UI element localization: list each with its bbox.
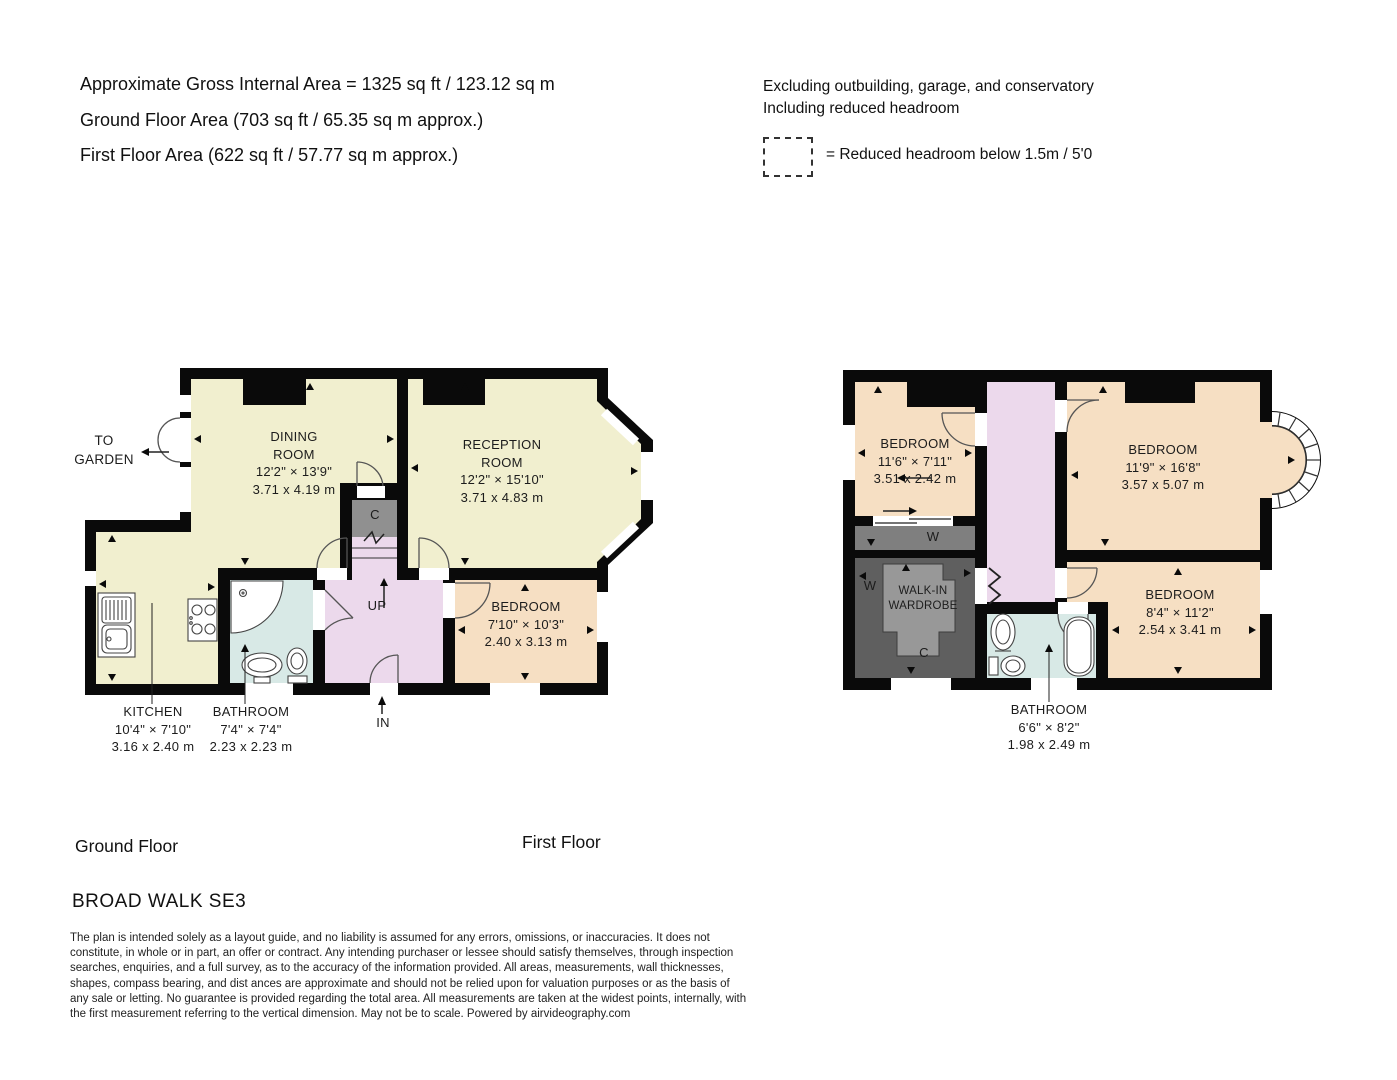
ff-landing-area (987, 382, 1055, 602)
ff-walkin-w-label: W (863, 578, 877, 593)
gf-chimney-dining (243, 379, 306, 405)
ff-chimney-bedroom2 (1125, 382, 1195, 403)
gross-internal-area-line: Approximate Gross Internal Area = 1325 sq ft / 123.12 sq m (80, 74, 555, 94)
reduced-headroom-swatch (763, 137, 813, 177)
room-label-kitchen: KITCHEN 10'4" × 7'10" 3.16 x 2.40 m (111, 704, 195, 754)
room-label-gf-bedroom: BEDROOM 7'10" × 10'3" 2.40 x 3.13 m (484, 599, 568, 649)
property-address: BROAD WALK SE3 (72, 891, 247, 912)
gf-closet-label: C (370, 507, 380, 522)
reduced-headroom-legend: = Reduced headroom below 1.5m / 5'0 (826, 146, 1093, 163)
ff-sink-icon (991, 614, 1015, 651)
first-floor-area-line: First Floor Area (622 sq ft / 57.77 sq m approx.) (80, 145, 459, 165)
ff-wardrobe-strip-label: W (926, 529, 940, 544)
exclusion-note (763, 76, 1094, 120)
toilet-icon (287, 648, 307, 683)
room-label-ff-bathroom: BATHROOM 6'6" × 8'2" 1.98 x 2.49 m (1007, 702, 1091, 752)
first-floor-title: First Floor (522, 832, 601, 852)
walk-in-wardrobe-label: WALK-IN WARDROBE (888, 585, 958, 612)
gf-chimney-reception (423, 379, 485, 405)
up-label: UP (367, 598, 387, 613)
disclaimer-text: The plan is intended solely as a layout guide, and no liability is assumed for any errors, omissions, or inaccuracies. It does not constitute, in whole or in part, an offer or contract. Any intending purchaser or lessee should satisfy themselves, through inspection searches, enquiries, and a full survey, as to the accuracy of the information provided. All areas, measurements, wall thicknesses, shapes, compass bearing, and dist ances are approximate and should not be relied upon for valuation purposes or as the basis of any sale or letting. No guarantee is provided regarding the total area. All measurements are taken at the widest points, internally, with the first measurement referring to the vertical dimension. May not be to scale. Powered by airvideography.com (70, 932, 747, 1021)
ground-floor-area-line: Ground Floor Area (703 sq ft / 65.35 sq m approx.) (80, 110, 484, 130)
room-label-ff-bedroom2: BEDROOM 11'9" × 16'8" 3.57 x 5.07 m (1121, 442, 1205, 492)
ff-wardrobe-strip-area (855, 526, 975, 550)
ground-floor-title: Ground Floor (75, 836, 179, 856)
bathtub-icon (1064, 617, 1094, 676)
room-label-gf-bathroom: BATHROOM 7'4" × 7'4" 2.23 x 2.23 m (209, 704, 293, 754)
hob-icon (188, 599, 217, 641)
kitchen-sink-icon (98, 593, 135, 657)
room-label-ff-bedroom1: BEDROOM 11'6" × 7'11" 3.51 x 2.42 m (873, 436, 957, 486)
room-label-ff-bedroom3: BEDROOM 8'4" × 11'2" 2.54 x 3.41 m (1138, 587, 1222, 637)
ff-chimney-bedroom1 (907, 382, 975, 407)
ff-closet-label: C (919, 645, 929, 660)
in-label: IN (376, 715, 390, 730)
to-garden-label: TO GARDEN (74, 433, 134, 467)
exclusion-note-line1: Excluding outbuilding, garage, and conservatory (763, 78, 1094, 95)
exclusion-note-line2: Including reduced headroom (763, 100, 960, 117)
room-label-reception: RECEPTION ROOM 12'2" × 15'10" 3.71 x 4.83 m (460, 437, 544, 505)
ff-toilet-icon (989, 656, 1025, 676)
room-label-dining: DINING ROOM 12'2" × 13'9" 3.71 x 4.19 m (252, 429, 336, 497)
